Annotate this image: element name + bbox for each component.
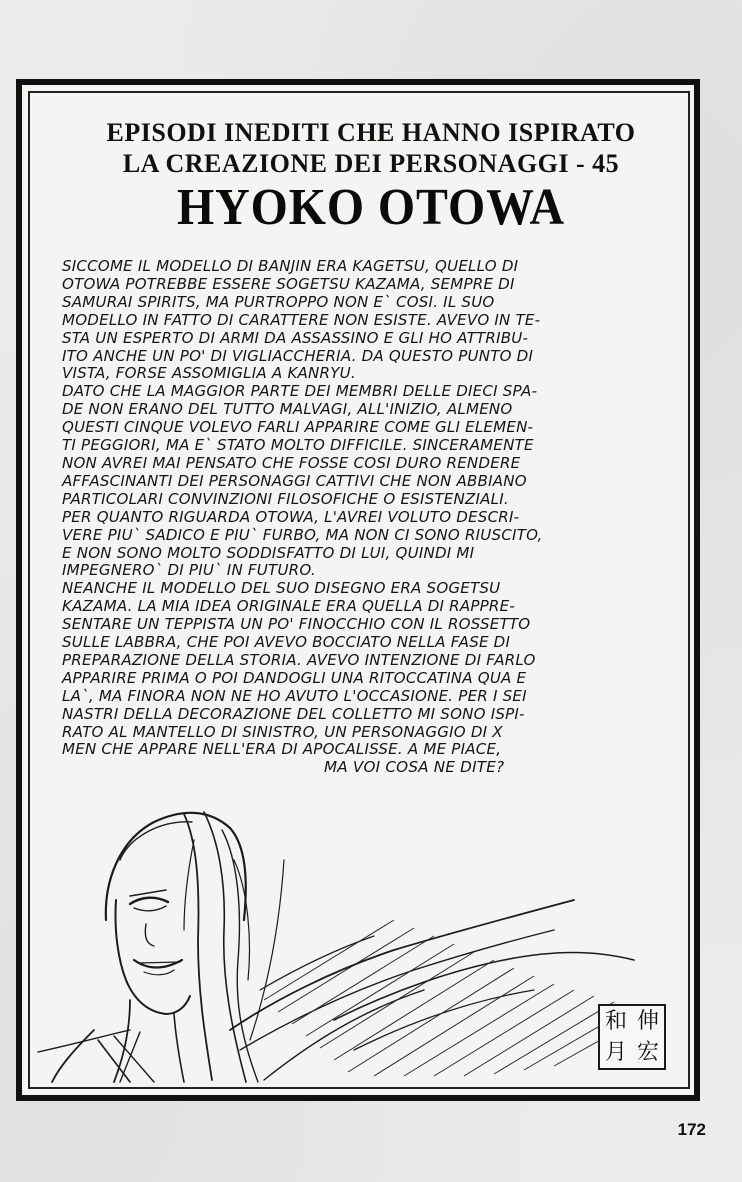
- character-sketch-illustration: [34, 800, 694, 1083]
- body-text-line: STA UN ESPERTO DI ARMI DA ASSASSINO E GLI HO ATTRIBU-: [62, 328, 529, 347]
- body-text-line: PARTICOLARI CONVINZIONI FILOSOFICHE O ESISTENZIALI.: [62, 489, 509, 508]
- body-text-line: NASTRI DELLA DECORAZIONE DEL COLLETTO MI SONO ISPI-: [62, 704, 525, 723]
- body-text-line: RATO AL MANTELLO DI SINISTRO, UN PERSONAGGIO DI X: [62, 722, 503, 741]
- body-text-line: VERE PIU` SADICO E PIU` FURBO, MA NON CI SONO RIUSCITO,: [62, 525, 543, 544]
- body-text-line: MODELLO IN FATTO DI CARATTERE NON ESISTE. AVEVO IN TE-: [62, 310, 541, 329]
- header-line-1: EPISODI INEDITI CHE HANNO ISPIRATO: [106, 118, 636, 147]
- body-text-line: OTOWA POTREBBE ESSERE SOGETSU KAZAMA, SEMPRE DI: [62, 274, 515, 293]
- body-text-line: QUESTI CINQUE VOLEVO FARLI APPARIRE COME GLI ELEMEN-: [62, 418, 534, 437]
- body-text-line: APPARIRE PRIMA O POI DANDOGLI UNA RITOCCATINA QUA E: [62, 668, 527, 687]
- body-text-line: KAZAMA. LA MIA IDEA ORIGINALE ERA QUELLA DI RAPPRE-: [62, 597, 515, 616]
- body-text-line: E NON SONO MOLTO SODDISFATTO DI LUI, QUINDI MI: [62, 543, 475, 562]
- body-text-line: ITO ANCHE UN PO' DI VIGLIACCHERIA. DA QUESTO PUNTO DI: [62, 346, 534, 365]
- body-text-line: IMPEGNERO` DI PIU` IN FUTURO.: [62, 561, 316, 580]
- seal-char-top-left: 和: [604, 1008, 627, 1034]
- body-text-line: PER QUANTO RIGUARDA OTOWA, L'AVREI VOLUTO DESCRI-: [62, 507, 520, 526]
- body-text-line: MA VOI COSA NE DITE?: [324, 758, 505, 777]
- body-text-line: PREPARAZIONE DELLA STORIA. AVEVO INTENZIONE DI FARLO: [62, 650, 536, 669]
- body-text-line: LA`, MA FINORA NON NE HO AVUTO L'OCCASIONE. PER I SEI: [62, 686, 527, 705]
- body-text-line: TI PEGGIORI, MA E` STATO MOLTO DIFFICILE. SINCERAMENTE: [62, 436, 534, 455]
- header-line-2: LA CREAZIONE DEI PERSONAGGI - 45: [122, 149, 620, 178]
- body-text-line: MEN CHE APPARE NELL'ERA DI APOCALISSE. A ME PIACE,: [62, 740, 502, 759]
- seal-char-bottom-left: 月: [604, 1039, 627, 1065]
- seal-char-bottom-right: 宏: [636, 1039, 659, 1065]
- body-text-line: VISTA, FORSE ASSOMIGLIA A KANRYU.: [62, 364, 356, 383]
- character-title: HYOKO OTOWA: [176, 179, 566, 236]
- body-text-line: DATO CHE LA MAGGIOR PARTE DEI MEMBRI DELLE DIECI SPA-: [62, 382, 538, 401]
- body-text-line: SAMURAI SPIRITS, MA PURTROPPO NON E` COSI. IL SUO: [62, 292, 495, 311]
- body-text-line: AFFASCINANTI DEI PERSONAGGI CATTIVI CHE NON ABBIANO: [62, 471, 527, 490]
- seal-char-top-right: 伸: [636, 1008, 659, 1034]
- author-notes-body: [62, 258, 672, 777]
- body-text-line: NEANCHE IL MODELLO DEL SUO DISEGNO ERA SOGETSU: [62, 579, 501, 598]
- body-text-line: DE NON ERANO DEL TUTTO MALVAGI, ALL'INIZIO, ALMENO: [62, 400, 513, 419]
- body-text-line: SENTARE UN TEPPISTA UN PO' FINOCCHIO CON IL ROSSETTO: [62, 615, 531, 634]
- page-number: 172: [677, 1120, 706, 1139]
- artist-seal-stamp: [598, 1004, 666, 1070]
- body-text-line: SICCOME IL MODELLO DI BANJIN ERA KAGETSU, QUELLO DI: [62, 257, 519, 275]
- body-text-line: NON AVREI MAI PENSATO CHE FOSSE COSI DURO RENDERE: [62, 453, 521, 472]
- body-text-line: SULLE LABBRA, CHE POI AVEVO BOCCIATO NELLA FASE DI: [62, 633, 511, 652]
